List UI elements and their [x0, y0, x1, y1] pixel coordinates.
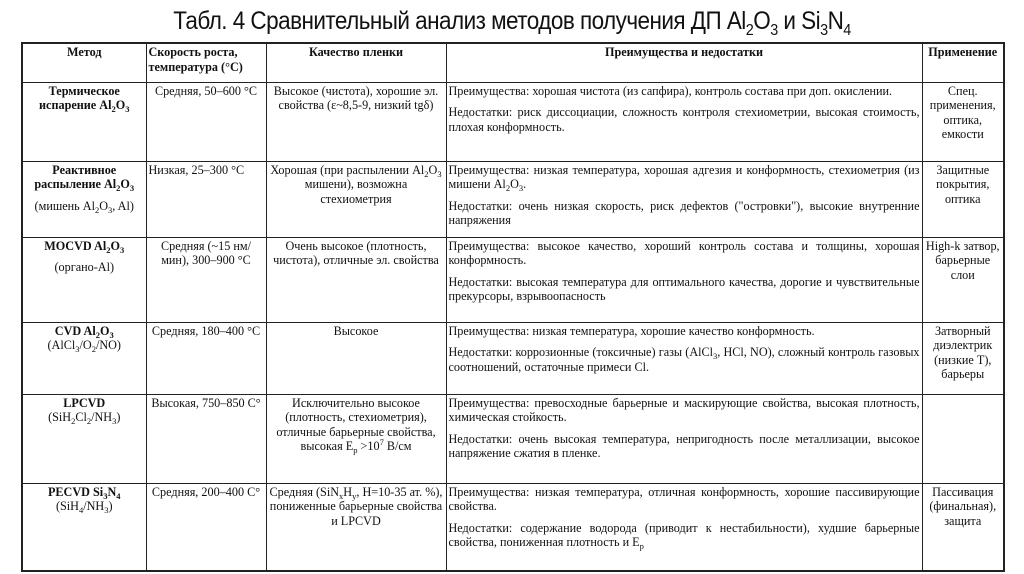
table-row: [22, 322, 1004, 394]
application-cell: Пассивация (финальная), защита: [922, 483, 1004, 571]
header-quality: Качество пленки: [266, 43, 446, 82]
header-method: Метод: [22, 43, 146, 82]
header-row: [22, 43, 1004, 82]
rate-cell: Средняя, 50–600 °C: [146, 82, 266, 161]
table-row: [22, 483, 1004, 571]
header-pros-cons: Преимущества и недостатки: [446, 43, 922, 82]
method-cell: Термическое испарение $Al_2O_3$: [22, 82, 146, 161]
pros-cons-cell: Преимущества: низкая температура, отличная конформность, хорошие пассивирующие свойства. Недостатки: содержание водорода (приводит к нестабильности), худшие барьерные свойства, пониженная плотность и $E_p$: [446, 483, 922, 571]
quality-cell: Высокое (чистота), хорошие эл. свойства (ε~8,5-9, низкий tgδ): [266, 82, 446, 161]
application-cell: Спец. применения, оптика, емкости: [922, 82, 1004, 161]
header-rate: Скорость роста, температура (°С): [146, 43, 266, 82]
method-cell: CVD $Al_2O_3$ $(AlCl_3/O_2/NO)$: [22, 322, 146, 394]
method-cell: PECVD $Si_3N_4$ $(SiH_4/NH_3)$: [22, 483, 146, 571]
comparison-table: [21, 42, 1005, 572]
quality-cell: Очень высокое (плотность, чистота), отличные эл. свойства: [266, 237, 446, 322]
pros-cons-cell: Преимущества: высокое качество, хороший контроль состава и толщины, хорошая конформность. Недостатки: высокая температура для оптимального качества, дорогие и чувствительные прекурсоры, взрывоопасность: [446, 237, 922, 322]
rate-cell: Низкая, 25–300 °C: [146, 161, 266, 237]
method-cell: LPCVD $(SiH_2Cl_2/NH_3)$: [22, 394, 146, 483]
pros-cons-cell: Преимущества: превосходные барьерные и маскирующие свойства, высокая плотность, химическая стойкость. Недостатки: очень высокая температура, непригодность после металлизации, высокое напряжение сжатия в пленке.: [446, 394, 922, 483]
rate-cell: Средняя, 200–400 С°: [146, 483, 266, 571]
table-title: Табл. 4 Сравнительный анализ методов получения ДП $Al_2O_3$ и $Si_3N_4$: [173, 7, 851, 39]
method-cell: MOCVD $Al_2O_3$ (органо-Al): [22, 237, 146, 322]
pros-cons-cell: Преимущества: низкая температура, хорошая адгезия и конформность, стехиометрия (из мишени $Al_2O_3$. Недостатки: очень низкая скорость, риск дефектов ("островки"), высокие внутренние напряжения: [446, 161, 922, 237]
quality-cell: Хорошая (при распылении $Al_2O_3$ мишени), возможна стехиометрия: [266, 161, 446, 237]
pros-cons-cell: Преимущества: низкая температура, хорошие качество конформность. Недостатки: коррозионные (токсичные) газы (AlCl$_3$, HCl, NO), сложный контроль газовых соотношений, остаточные примеси Cl.: [446, 322, 922, 394]
table-row: [22, 237, 1004, 322]
rate-cell: Средняя (~15 нм/мин), 300–900 °C: [146, 237, 266, 322]
table-row: [22, 82, 1004, 161]
header-application: Применение: [922, 43, 1004, 82]
quality-cell: Средняя ($SiN_xH_y$, H=10-35 ат. %), пониженные барьерные свойства и LPCVD: [266, 483, 446, 571]
pros-cons-cell: Преимущества: хорошая чистота (из сапфира), контроль состава при доп. окислении. Недостатки: риск диссоциации, сложность контроля стехиометрии, высокая стоимость, плохая конформность.: [446, 82, 922, 161]
application-cell: [922, 394, 1004, 483]
method-cell: Реактивное распыление $Al_2O_3$ (мишень $Al_2O_3$, Al): [22, 161, 146, 237]
application-cell: Затворный диэлектрик (низкие Т), барьеры: [922, 322, 1004, 394]
rate-cell: Высокая, 750–850 С°: [146, 394, 266, 483]
rate-cell: Средняя, 180–400 °C: [146, 322, 266, 394]
application-cell: Защитные покрытия, оптика: [922, 161, 1004, 237]
quality-cell: Высокое: [266, 322, 446, 394]
table-row: [22, 394, 1004, 483]
application-cell: High-k затвор, барьерные слои: [922, 237, 1004, 322]
quality-cell: Исключительно высокое (плотность, стехиометрия), отличные барьерные свойства, высокая $E_p >10^7$ В/см: [266, 394, 446, 483]
table-row: [22, 161, 1004, 237]
